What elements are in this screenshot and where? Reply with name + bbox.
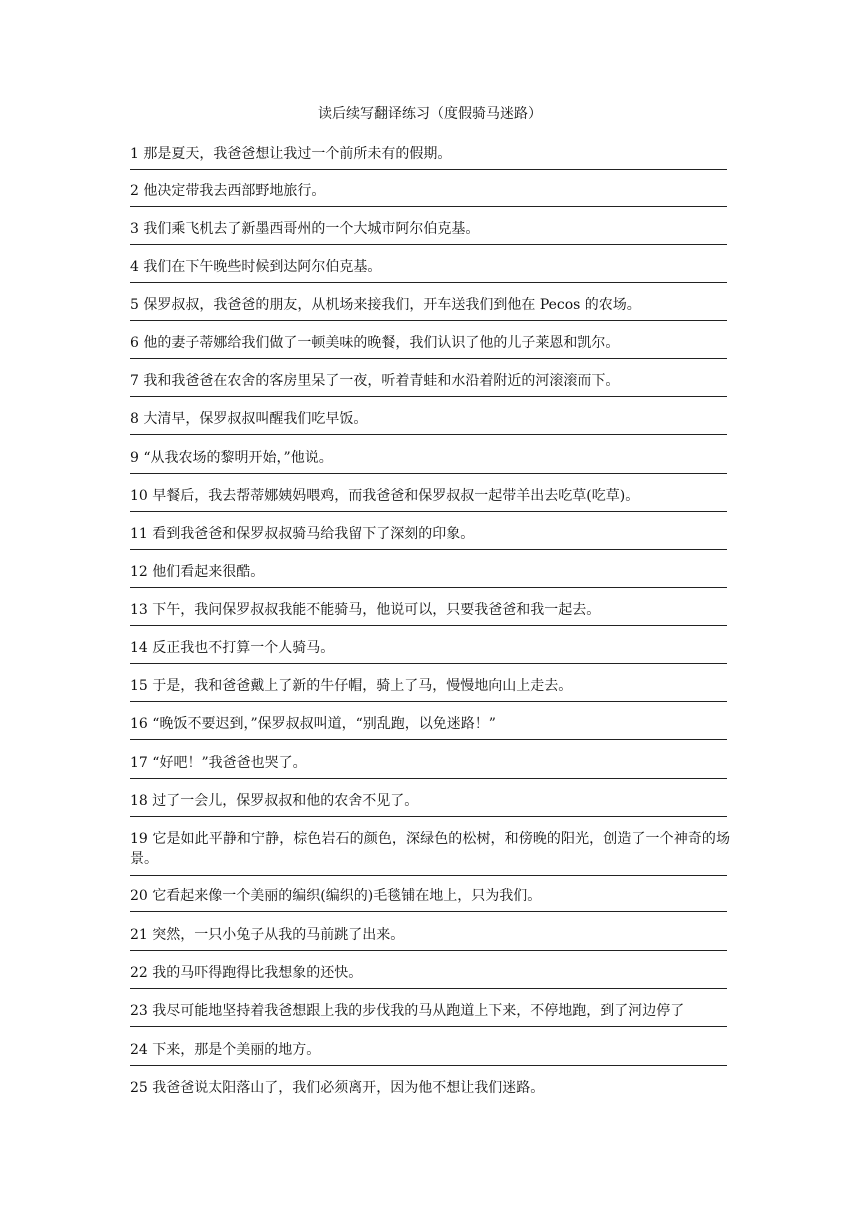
exercise-text: 我的马吓得跑得比我想象的还快。 xyxy=(152,965,363,981)
exercise-text: 反正我也不打算一个人骑马。 xyxy=(152,640,335,656)
exercise-item xyxy=(130,1078,730,1098)
answer-line[interactable] xyxy=(130,701,727,702)
answer-line[interactable] xyxy=(130,663,727,664)
exercise-item xyxy=(130,600,730,620)
answer-line[interactable] xyxy=(130,358,727,359)
answer-line[interactable] xyxy=(130,1026,727,1027)
exercise-item xyxy=(130,219,730,239)
exercise-sentence xyxy=(130,562,730,582)
exercise-text: 他的妻子蒂娜给我们做了一顿美味的晚餐，我们认识了他的儿子莱恩和凯尔。 xyxy=(143,335,620,351)
answer-line[interactable] xyxy=(130,244,727,245)
exercise-number: 18 xyxy=(130,793,148,809)
answer-line[interactable] xyxy=(130,282,727,283)
exercise-text: 我们乘飞机去了新墨西哥州的一个大城市阿尔伯克基。 xyxy=(143,221,480,237)
exercise-number: 8 xyxy=(130,411,139,427)
exercise-item xyxy=(130,829,730,869)
exercise-number: 23 xyxy=(130,1003,148,1019)
exercise-sentence xyxy=(130,448,730,468)
exercise-item xyxy=(130,144,730,164)
exercise-sentence xyxy=(130,219,730,239)
exercise-item xyxy=(130,181,730,201)
exercise-sentence xyxy=(130,791,730,811)
exercise-text: 下来，那是个美丽的地方。 xyxy=(152,1042,321,1058)
exercise-item xyxy=(130,791,730,811)
exercise-sentence xyxy=(130,1001,730,1021)
exercise-sentence xyxy=(130,1040,730,1060)
exercise-text: “从我农场的黎明开始，”他说。 xyxy=(143,450,333,466)
exercise-sentence xyxy=(130,181,730,201)
answer-line[interactable] xyxy=(130,988,727,989)
exercise-text: 保罗叔叔，我爸爸的朋友，从机场来接我们，开车送我们到他在 Pecos 的农场。 xyxy=(143,297,641,313)
exercise-sentence xyxy=(130,257,730,277)
exercise-number: 2 xyxy=(130,183,139,199)
exercise-number: 25 xyxy=(130,1080,148,1096)
exercise-sentence xyxy=(130,600,730,620)
exercise-item xyxy=(130,448,730,468)
answer-line[interactable] xyxy=(130,434,727,435)
exercise-sentence xyxy=(130,1078,730,1098)
exercise-text: 我们在下午晚些时候到达阿尔伯克基。 xyxy=(143,259,382,275)
exercise-item xyxy=(130,333,730,353)
exercise-text: 他们看起来很酷。 xyxy=(152,564,265,580)
answer-line[interactable] xyxy=(130,911,727,912)
exercise-item xyxy=(130,753,730,773)
exercise-item xyxy=(130,257,730,277)
exercise-item xyxy=(130,925,730,945)
exercise-item xyxy=(130,371,730,391)
exercise-number: 16 xyxy=(130,716,148,732)
answer-line[interactable] xyxy=(130,950,727,951)
exercise-number: 9 xyxy=(130,450,139,466)
exercise-item xyxy=(130,486,730,506)
exercise-number: 6 xyxy=(130,335,139,351)
exercise-sentence xyxy=(130,714,730,734)
answer-line[interactable] xyxy=(130,816,727,817)
exercise-text: “晚饭不要迟到，”保罗叔叔叫道，“别乱跑，以免迷路！” xyxy=(152,716,496,732)
exercise-number: 7 xyxy=(130,373,139,389)
exercise-number: 14 xyxy=(130,640,148,656)
answer-line[interactable] xyxy=(130,169,727,170)
exercise-number: 21 xyxy=(130,927,148,943)
exercise-text: 突然，一只小兔子从我的马前跳了出来。 xyxy=(152,927,405,943)
answer-line[interactable] xyxy=(130,206,727,207)
exercise-item xyxy=(130,562,730,582)
exercise-text: 我和我爸爸在农舍的客房里呆了一夜，听着青蛙和水沿着附近的河滚滚而下。 xyxy=(143,373,620,389)
exercise-text: 大清早，保罗叔叔叫醒我们吃早饭。 xyxy=(143,411,368,427)
exercise-text: 我尽可能地坚持着我爸想跟上我的步伐我的马从跑道上下来，不停地跑，到了河边停了 xyxy=(152,1003,685,1019)
exercise-sentence xyxy=(130,524,730,544)
exercise-sentence xyxy=(130,371,730,391)
exercise-text: 看到我爸爸和保罗叔叔骑马给我留下了深刻的印象。 xyxy=(152,526,475,542)
exercise-text: 它是如此平静和宁静，棕色岩石的颜色，深绿色的松树，和傍晚的阳光，创造了一个神奇的场景。 xyxy=(130,831,731,867)
exercise-text: 它看起来像一个美丽的编织(编织的)毛毯铺在地上，只为我们。 xyxy=(152,888,542,904)
exercise-text: 那是夏天，我爸爸想让我过一个前所未有的假期。 xyxy=(143,146,452,162)
exercise-number: 5 xyxy=(130,297,139,313)
exercise-item xyxy=(130,524,730,544)
exercise-number: 10 xyxy=(130,488,148,504)
exercise-item xyxy=(130,295,730,315)
exercise-text: “好吧！”我爸爸也哭了。 xyxy=(152,755,307,771)
page-title: 读后续写翻译练习（度假骑马迷路） xyxy=(318,106,542,122)
exercise-text: 过了一会儿，保罗叔叔和他的农舍不见了。 xyxy=(152,793,419,809)
exercise-number: 3 xyxy=(130,221,139,237)
exercise-text: 早餐后，我去帮蒂娜姨妈喂鸡，而我爸爸和保罗叔叔一起带羊出去吃草(吃草)。 xyxy=(152,488,640,504)
answer-line[interactable] xyxy=(130,549,727,550)
exercise-number: 13 xyxy=(130,602,148,618)
exercise-sentence xyxy=(130,333,730,353)
exercise-item xyxy=(130,963,730,983)
exercise-sentence xyxy=(130,409,730,429)
answer-line[interactable] xyxy=(130,396,727,397)
exercise-text: 下午，我问保罗叔叔我能不能骑马，他说可以，只要我爸爸和我一起去。 xyxy=(152,602,601,618)
answer-line[interactable] xyxy=(130,625,727,626)
answer-line[interactable] xyxy=(130,587,727,588)
exercise-sentence xyxy=(130,144,730,164)
exercise-item xyxy=(130,638,730,658)
exercise-sentence xyxy=(130,638,730,658)
exercise-sentence xyxy=(130,886,730,906)
exercise-number: 22 xyxy=(130,965,148,981)
exercise-number: 4 xyxy=(130,259,139,275)
exercise-number: 17 xyxy=(130,755,148,771)
exercise-item xyxy=(130,1001,730,1021)
answer-line[interactable] xyxy=(130,320,727,321)
answer-line[interactable] xyxy=(130,1065,727,1066)
exercise-sentence xyxy=(130,486,730,506)
answer-line[interactable] xyxy=(130,473,727,474)
exercise-text: 我爸爸说太阳落山了，我们必须离开，因为他不想让我们迷路。 xyxy=(152,1080,545,1096)
exercise-item xyxy=(130,409,730,429)
exercise-text: 他决定带我去西部野地旅行。 xyxy=(143,183,326,199)
exercise-number: 1 xyxy=(130,146,139,162)
exercise-number: 12 xyxy=(130,564,148,580)
exercise-sentence xyxy=(130,925,730,945)
answer-line[interactable] xyxy=(130,739,727,740)
exercise-item xyxy=(130,714,730,734)
answer-line[interactable] xyxy=(130,511,727,512)
exercise-sentence xyxy=(130,829,730,869)
exercise-text: 于是，我和爸爸戴上了新的牛仔帽，骑上了马，慢慢地向山上走去。 xyxy=(152,678,573,694)
exercise-sentence xyxy=(130,676,730,696)
exercise-sentence xyxy=(130,963,730,983)
answer-line[interactable] xyxy=(130,778,727,779)
answer-line[interactable] xyxy=(130,875,727,876)
exercise-number: 11 xyxy=(130,526,148,542)
exercise-number: 19 xyxy=(130,831,148,847)
exercise-item xyxy=(130,676,730,696)
exercise-item xyxy=(130,886,730,906)
exercise-number: 15 xyxy=(130,678,148,694)
exercise-number: 20 xyxy=(130,888,148,904)
exercise-item xyxy=(130,1040,730,1060)
exercise-sentence xyxy=(130,753,730,773)
exercise-sentence xyxy=(130,295,730,315)
exercise-number: 24 xyxy=(130,1042,148,1058)
